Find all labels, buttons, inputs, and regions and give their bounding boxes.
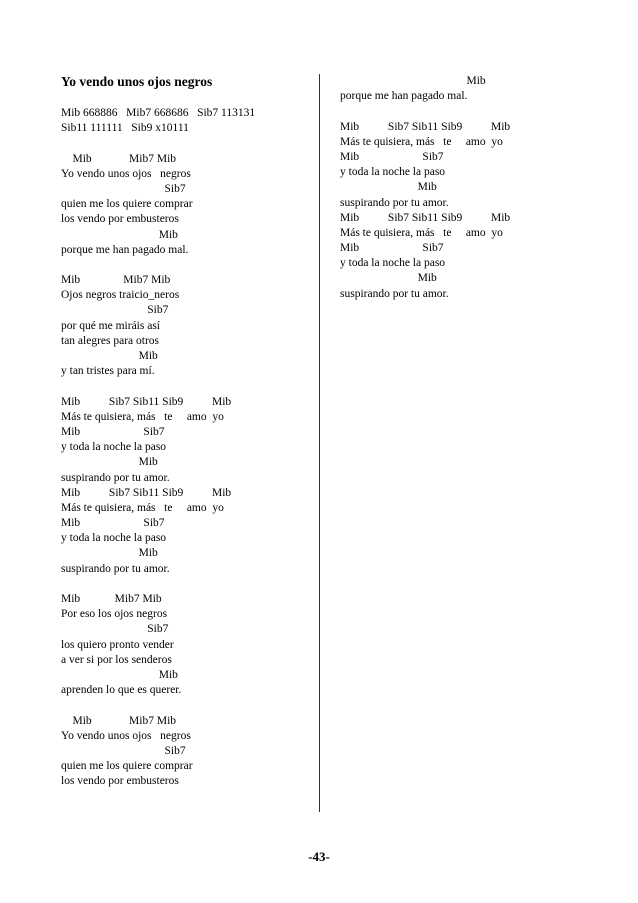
lyric-line: Ojos negros traicio_neros [61,289,180,302]
lyric-line: porque me han pagado mal. [340,90,468,103]
lyric-line: Sib7 [61,304,169,317]
lyric-line: Por eso los ojos negros [61,608,168,621]
lyric-line [61,379,313,394]
lyric-line: suspirando por tu amor. [340,287,449,300]
lyric-line: Mib Mib7 Mib [61,593,162,605]
lyric-line: Yo vendo unos ojos negros [61,729,191,742]
lyric-line: Mib Sib7 [340,242,444,255]
lyric-line: Más te quisiera, más te amo yo [340,226,503,239]
lyric-line: Mib Mib7 Mib [61,714,177,727]
lyric-line [340,104,620,119]
lyric-line: Mib Mib7 Mib [61,274,171,287]
lyric-line: Más te quisiera, más te amo yo [61,501,224,514]
lyric-line: quien me los quiere comprar [61,760,193,773]
lyric-line: los vendo por embusteros [61,775,179,788]
lyric-line: Más te quisiera, más te amo yo [340,135,503,148]
lyric-line [61,698,313,713]
lyric-line: y tan tristes para mí. [61,365,155,378]
lyric-line: Mib [340,75,486,87]
lyric-line: Sib7 [61,182,186,195]
right-column [340,74,620,302]
lyric-line: Mib [61,547,158,560]
lyric-line: Sib11 111111 Sib9 x10111 [61,122,189,135]
lyric-line: Más te quisiera, más te amo yo [61,410,224,423]
lyric-line: Sib7 [61,623,169,636]
lyric-line: y toda la noche la paso [61,441,167,454]
lyric-line: quien me los quiere comprar [61,198,193,211]
song-title: Yo vendo unos ojos negros [61,74,213,89]
lyric-line [61,577,313,592]
lyric-line [61,136,313,151]
lyric-line: los vendo por embusteros [61,213,179,226]
lyric-line: porque me han pagado mal. [61,243,189,256]
lyric-line: Mib Sib7 Sib11 Sib9 Mib [61,395,232,408]
lyric-line [61,258,313,273]
lyric-line: Mib Sib7 [61,425,165,438]
lyric-line: Mib [61,350,158,362]
lyric-line: Mib [340,272,437,285]
lyric-line: Mib [61,456,158,469]
lyric-line: Mib Sib7 [340,150,444,163]
lyric-line: suspirando por tu amor. [61,471,170,484]
right-lyrics [340,74,620,302]
lyric-line: suspirando por tu amor. [340,196,449,209]
lyric-line: Mib [340,181,437,194]
lyric-line: Mib Sib7 [61,517,165,530]
left-lyrics [61,106,313,789]
lyric-line: a ver si por los senderos [61,653,172,666]
lyric-line: suspirando por tu amor. [61,562,170,575]
lyric-line: Mib 668886 Mib7 668686 Sib7 113131 [61,107,256,119]
lyric-line: Sib7 [61,744,186,757]
lyric-line: tan alegres para otros [61,334,160,347]
lyric-line: Yo vendo unos ojos negros [61,167,191,180]
lyric-line: y toda la noche la paso [340,257,446,270]
lyric-line: los quiero pronto vender [61,638,174,651]
lyric-line: y toda la noche la paso [340,166,446,179]
lyric-line: aprenden lo que es querer. [61,684,182,697]
lyric-line: por qué me miráis así [61,319,161,332]
lyric-line: Mib Sib7 Sib11 Sib9 Mib [340,211,511,224]
lyric-line: Mib Sib7 Sib11 Sib9 Mib [340,120,511,133]
lyric-line: Mib [61,228,178,241]
lyric-line: Mib Mib7 Mib [61,152,177,165]
page-number: -43- [308,849,330,864]
left-column [61,74,313,789]
lyric-line: Mib [61,668,178,681]
column-divider [319,74,320,812]
lyric-line: Mib Sib7 Sib11 Sib9 Mib [61,486,232,499]
lyric-line: y toda la noche la paso [61,532,167,545]
